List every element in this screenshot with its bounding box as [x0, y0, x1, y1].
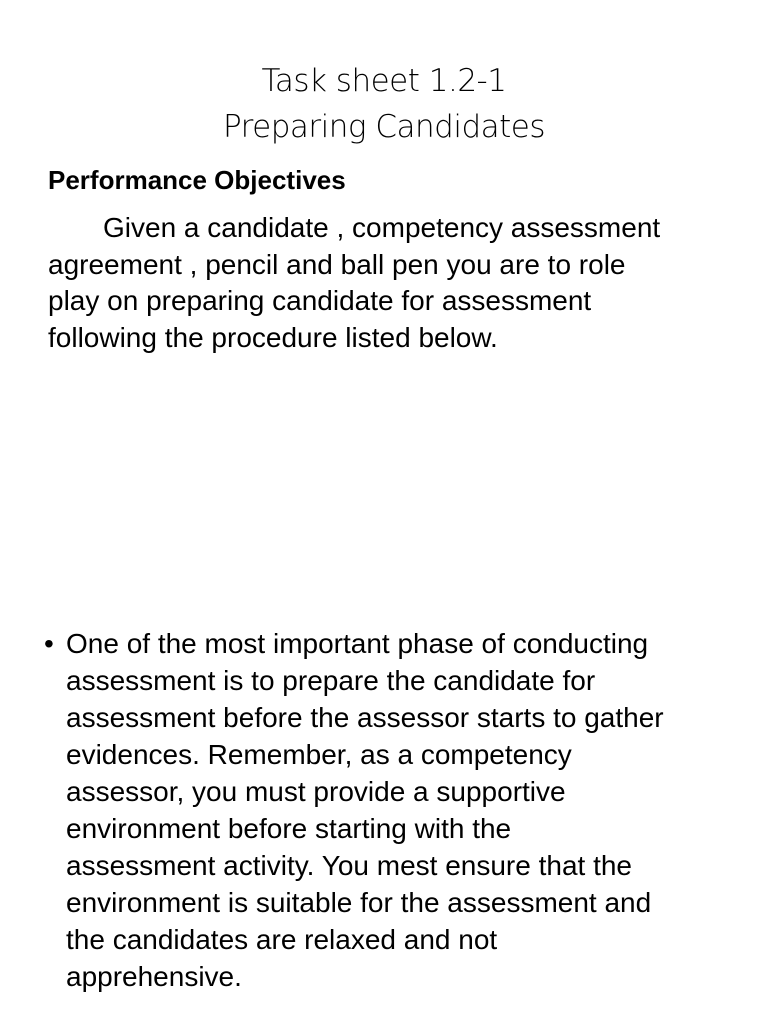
objective-line: Given a candidate , competency assessment: [103, 212, 661, 243]
bullet-line: evidences. Remember, as a competency: [66, 739, 572, 770]
bullet-line: One of the most important phase of conducting: [66, 628, 649, 659]
bullet-line: assessment is to prepare the candidate for: [66, 665, 596, 696]
title-line-1: Task sheet 1.2-1: [261, 63, 507, 99]
bullet-line: assessor, you must provide a supportive: [66, 776, 566, 807]
objective-paragraph: [48, 210, 738, 356]
section-heading: Performance Objectives: [48, 165, 346, 195]
bullet-text: [66, 625, 664, 995]
bullet-line: assessment activity. You mest ensure that the: [66, 850, 633, 881]
bullet-line: the candidates are relaxed and not: [66, 924, 498, 955]
bullet-icon: •: [44, 628, 54, 659]
slide-title: [0, 58, 768, 150]
bullet-line: environment before starting with the: [66, 813, 512, 844]
bullet-line: apprehensive.: [66, 961, 242, 992]
objective-line: play on preparing candidate for assessment: [48, 285, 592, 316]
bullet-line: environment is suitable for the assessment and: [66, 887, 652, 918]
bullet-line: assessment before the assessor starts to gather: [66, 702, 664, 733]
title-line-2: Preparing Candidates: [222, 109, 546, 145]
objective-line: agreement , pencil and ball pen you are to role: [48, 248, 626, 280]
objective-line: following the procedure listed below.: [48, 321, 498, 353]
